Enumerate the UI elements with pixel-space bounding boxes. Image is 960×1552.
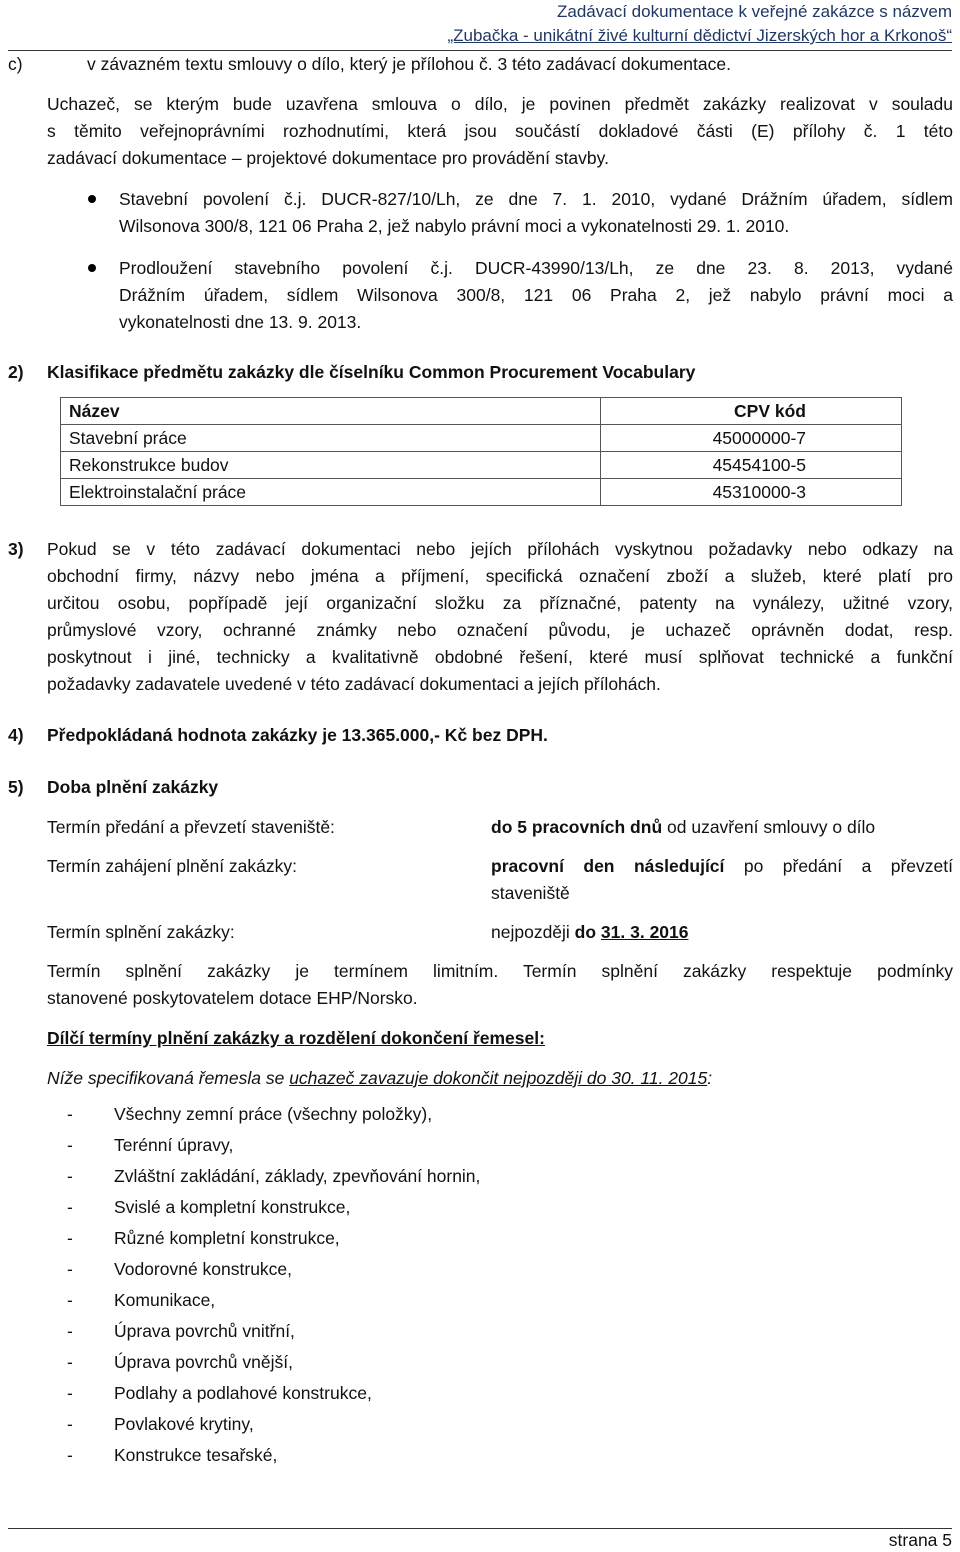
header-divider <box>8 50 952 51</box>
list-item: Terénní úpravy, <box>114 1135 234 1155</box>
list-item-dash: - <box>67 1352 73 1372</box>
list-item-dash: - <box>67 1290 73 1310</box>
table-cell-cpv: 45000000-7 <box>601 425 902 452</box>
section-3-line-3: určitou osobu, popřípadě její organizační složku za příznačné, patenty na vynálezy, užitné vzory, <box>47 593 953 613</box>
list-item: Komunikace, <box>114 1290 216 1310</box>
bullet-icon <box>88 264 96 272</box>
section-4-number: 4) <box>8 725 24 745</box>
completion-value <box>491 920 689 944</box>
start-rest: po předání a převzetí <box>724 856 953 876</box>
handover-rest: od uzavření smlouvy o dílo <box>662 817 876 837</box>
completion-date: 31. 3. 2016 <box>600 922 689 942</box>
table-row <box>61 425 902 452</box>
list-item-dash: - <box>67 1135 73 1155</box>
completion-label: Termín splnění zakázky: <box>47 922 235 942</box>
table-cell-name: Stavební práce <box>61 425 601 452</box>
start-bold: pracovní den následující <box>491 856 725 876</box>
page-number: strana 5 <box>888 1530 952 1550</box>
section-3-line-5: poskytnout i jiné, technicky a kvalitativně obdobné řešení, které musí splňovat technické a funkční <box>47 647 953 667</box>
list-item-dash: - <box>67 1197 73 1217</box>
section-3-number: 3) <box>8 539 24 559</box>
table-cell-cpv: 45310000-3 <box>601 479 902 506</box>
list-item: Svislé a kompletní konstrukce, <box>114 1197 351 1217</box>
table-header-cpv: CPV kód <box>601 398 902 425</box>
limit-line-2: stanovené poskytovatelem dotace EHP/Norsko. <box>47 988 418 1008</box>
completion-do: do <box>574 922 601 942</box>
list-item: Podlahy a podlahové konstrukce, <box>114 1383 372 1403</box>
section-3-line-2: obchodní firmy, názvy nebo jména a příjmení, specifická označení zboží a služeb, které platí pro <box>47 566 953 586</box>
section-5-title: Doba plnění zakázky <box>47 777 219 797</box>
intro-line-3: zadávací dokumentace – projektové dokumentace pro provádění stavby. <box>47 148 609 168</box>
start-value-line-2: staveniště <box>491 883 570 903</box>
handover-label: Termín předání a převzetí staveniště: <box>47 817 335 837</box>
section-2-title: Klasifikace předmětu zakázky dle číselníku Common Procurement Vocabulary <box>47 362 696 382</box>
intro-line-1: Uchazeč, se kterým bude uzavřena smlouva o dílo, je povinen předmět zakázky realizovat v souladu <box>47 94 953 114</box>
table-cell-name: Elektroinstalační práce <box>61 479 601 506</box>
table-row <box>61 452 902 479</box>
start-label: Termín zahájení plnění zakázky: <box>47 856 297 876</box>
table-header-row <box>61 398 902 425</box>
section-3-line-4: průmyslové vzory, ochranné známky nebo označení původu, je uchazeč oprávněn dodat, resp. <box>47 620 953 640</box>
item-c-text: v závazném textu smlouvy o dílo, který je přílohou č. 3 této zadávací dokumentace. <box>87 54 731 74</box>
handover-bold: do 5 pracovních dnů <box>491 817 663 837</box>
list-item-dash: - <box>67 1166 73 1186</box>
permit-2-line-1: Prodloužení stavebního povolení č.j. DUCR-43990/13/Lh, ze dne 23. 8. 2013, vydané <box>119 258 953 278</box>
permit-1-line-2: Wilsonova 300/8, 121 06 Praha 2, jež nabylo právní moci a vykonatelnosti 29. 1. 2010. <box>119 216 790 236</box>
trades-intro <box>47 1066 712 1090</box>
trades-intro-post: : <box>707 1068 713 1088</box>
list-item: Různé kompletní konstrukce, <box>114 1228 340 1248</box>
section-4-text: Předpokládaná hodnota zakázky je 13.365.000,- Kč bez DPH. <box>47 725 548 745</box>
list-item: Zvláštní zakládání, základy, zpevňování hornin, <box>114 1166 481 1186</box>
header-project-name: „Zubačka - unikátní živé kulturní dědictví Jizerských hor a Krkonoš“ <box>447 26 952 45</box>
list-item-dash: - <box>67 1259 73 1279</box>
list-item-dash: - <box>67 1414 73 1434</box>
list-item: Konstrukce tesařské, <box>114 1445 278 1465</box>
permit-2-line-2: Drážním úřadem, sídlem Wilsonova 300/8, 121 06 Praha 2, jež nabylo právní moci a <box>119 285 953 305</box>
table-row <box>61 479 902 506</box>
list-item: Úprava povrchů vnější, <box>114 1352 293 1372</box>
list-item: Všechny zemní práce (všechny položky), <box>114 1104 433 1124</box>
table-cell-name: Rekonstrukce budov <box>61 452 601 479</box>
list-item: Úprava povrchů vnitřní, <box>114 1321 295 1341</box>
table-header-name: Název <box>61 398 601 425</box>
limit-line-1: Termín splnění zakázky je termínem limitním. Termín splnění zakázky respektuje podmínky <box>47 961 953 981</box>
partial-deadlines-heading: Dílčí termíny plnění zakázky a rozdělení dokončení řemesel: <box>47 1028 545 1048</box>
completion-pre: nejpozději <box>491 922 575 942</box>
handover-value <box>491 815 875 839</box>
permit-1-line-1: Stavební povolení č.j. DUCR-827/10/Lh, ze dne 7. 1. 2010, vydané Drážním úřadem, sídlem <box>119 189 953 209</box>
cpv-table <box>60 397 902 506</box>
item-c-marker: c) <box>8 54 23 74</box>
intro-line-2: s těmito veřejnoprávními rozhodnutími, která jsou součástí dokladové části (E) přílohy č. 1 této <box>47 121 953 141</box>
section-2-number: 2) <box>8 362 24 382</box>
table-cell-cpv: 45454100-5 <box>601 452 902 479</box>
list-item-dash: - <box>67 1321 73 1341</box>
trades-intro-underlined: uchazeč zavazuje dokončit nejpozději do 30. 11. 2015 <box>289 1068 708 1088</box>
list-item-dash: - <box>67 1228 73 1248</box>
permit-2-line-3: vykonatelnosti dne 13. 9. 2013. <box>119 312 362 332</box>
trades-intro-pre: Níže specifikovaná řemesla se <box>47 1068 290 1088</box>
list-item: Vodorovné konstrukce, <box>114 1259 293 1279</box>
header-title: Zadávací dokumentace k veřejné zakázce s názvem <box>557 2 952 21</box>
list-item: Povlakové krytiny, <box>114 1414 254 1434</box>
section-3-line-6: požadavky zadavatele uvedené v této zadávací dokumentaci a jejích přílohách. <box>47 674 661 694</box>
start-value-line-1 <box>491 854 953 878</box>
section-5-number: 5) <box>8 777 24 797</box>
list-item-dash: - <box>67 1445 73 1465</box>
footer-divider <box>8 1528 952 1529</box>
list-item-dash: - <box>67 1383 73 1403</box>
list-item-dash: - <box>67 1104 73 1124</box>
section-3-line-1: Pokud se v této zadávací dokumentaci nebo jejích přílohách vyskytnou požadavky nebo odkazy na <box>47 539 953 559</box>
bullet-icon <box>88 195 96 203</box>
